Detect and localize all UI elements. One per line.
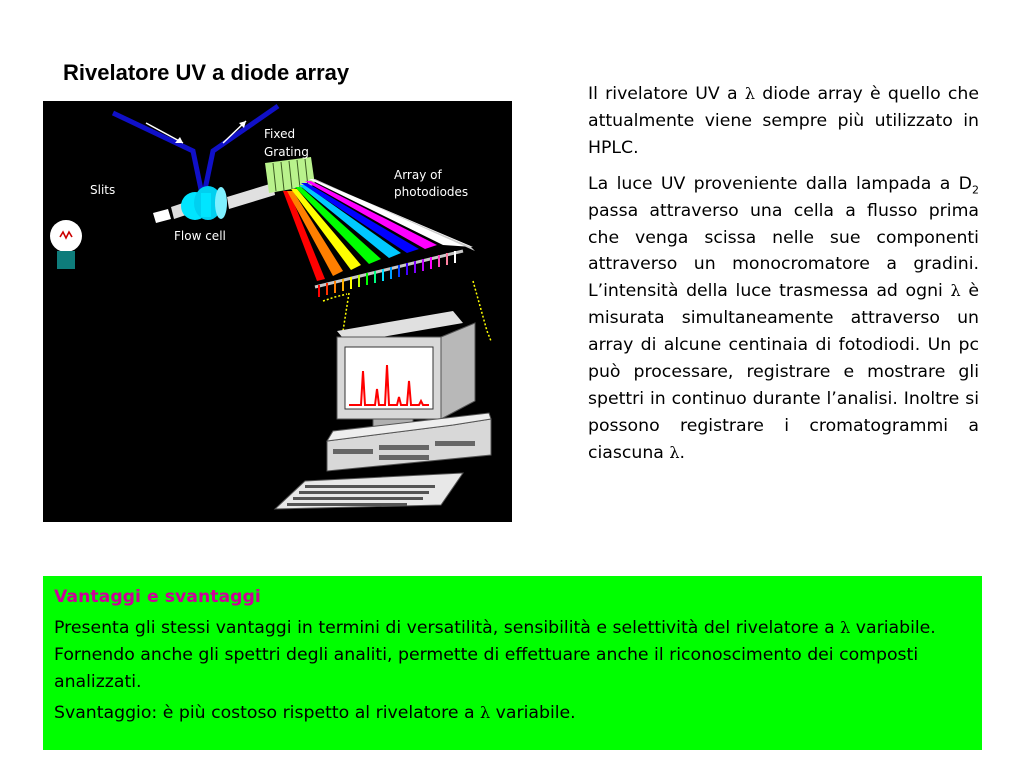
label-slits: Slits bbox=[90, 183, 116, 197]
advantages-box bbox=[43, 576, 982, 750]
label-flow-cell: Flow cell bbox=[174, 229, 226, 243]
advantages-heading: Vantaggi e svantaggi bbox=[54, 587, 261, 607]
description-text bbox=[588, 81, 979, 476]
lambda-symbol: λ bbox=[950, 281, 961, 301]
label-fixed-grating-1: Fixed bbox=[264, 127, 296, 141]
lambda-symbol: λ bbox=[480, 702, 491, 722]
slide-title: Rivelatore UV a diode array bbox=[63, 60, 350, 85]
computer-icon bbox=[275, 311, 491, 509]
disadvantage-paragraph: Svantaggio: è più costoso rispetto al rivelatore a λ variabile. bbox=[54, 702, 576, 723]
label-array-2: photodiodes bbox=[394, 185, 469, 199]
label-array-1: Array of bbox=[394, 168, 442, 182]
lambda-symbol: λ bbox=[744, 84, 755, 103]
description-paragraph-2: La luce UV proveniente dalla lampada a $D_2$ passa attraverso una cella a flusso prima che venga scissa nelle sue componenti attraverso un monocromatore a gradini. L’intensità della luce trasmessa ad ogni λ è misurata simultaneamente attraverso un array di alcune centinaia di fotodiodi. Un pc può processare, registrare e mostrare gli spettri in continuo durante l’analisi. Inoltre si possono registrare i cromatogrammi a ciascuna λ. bbox=[588, 173, 979, 463]
lamp-bulb-icon bbox=[50, 220, 82, 269]
flow-cell-icon bbox=[181, 183, 275, 220]
lambda-symbol: λ bbox=[840, 617, 851, 637]
mirror-light-path bbox=[113, 106, 278, 199]
lambda-symbol: λ bbox=[669, 442, 680, 462]
description-paragraph-1: Il rivelatore UV a λ diode array è quello che attualmente viene sempre più utilizzato in HPLC. bbox=[588, 84, 979, 158]
label-fixed-grating-2: Grating bbox=[264, 145, 309, 159]
advantages-paragraph: Presenta gli stessi vantaggi in termini di versatilità, sensibilità e selettività del rivelatore a λ variabile. Fornendo anche gli spettri degli analiti, permette di effettuare anche il riconoscimento dei composti analizzati. bbox=[54, 617, 936, 692]
diode-array-diagram bbox=[43, 101, 512, 522]
